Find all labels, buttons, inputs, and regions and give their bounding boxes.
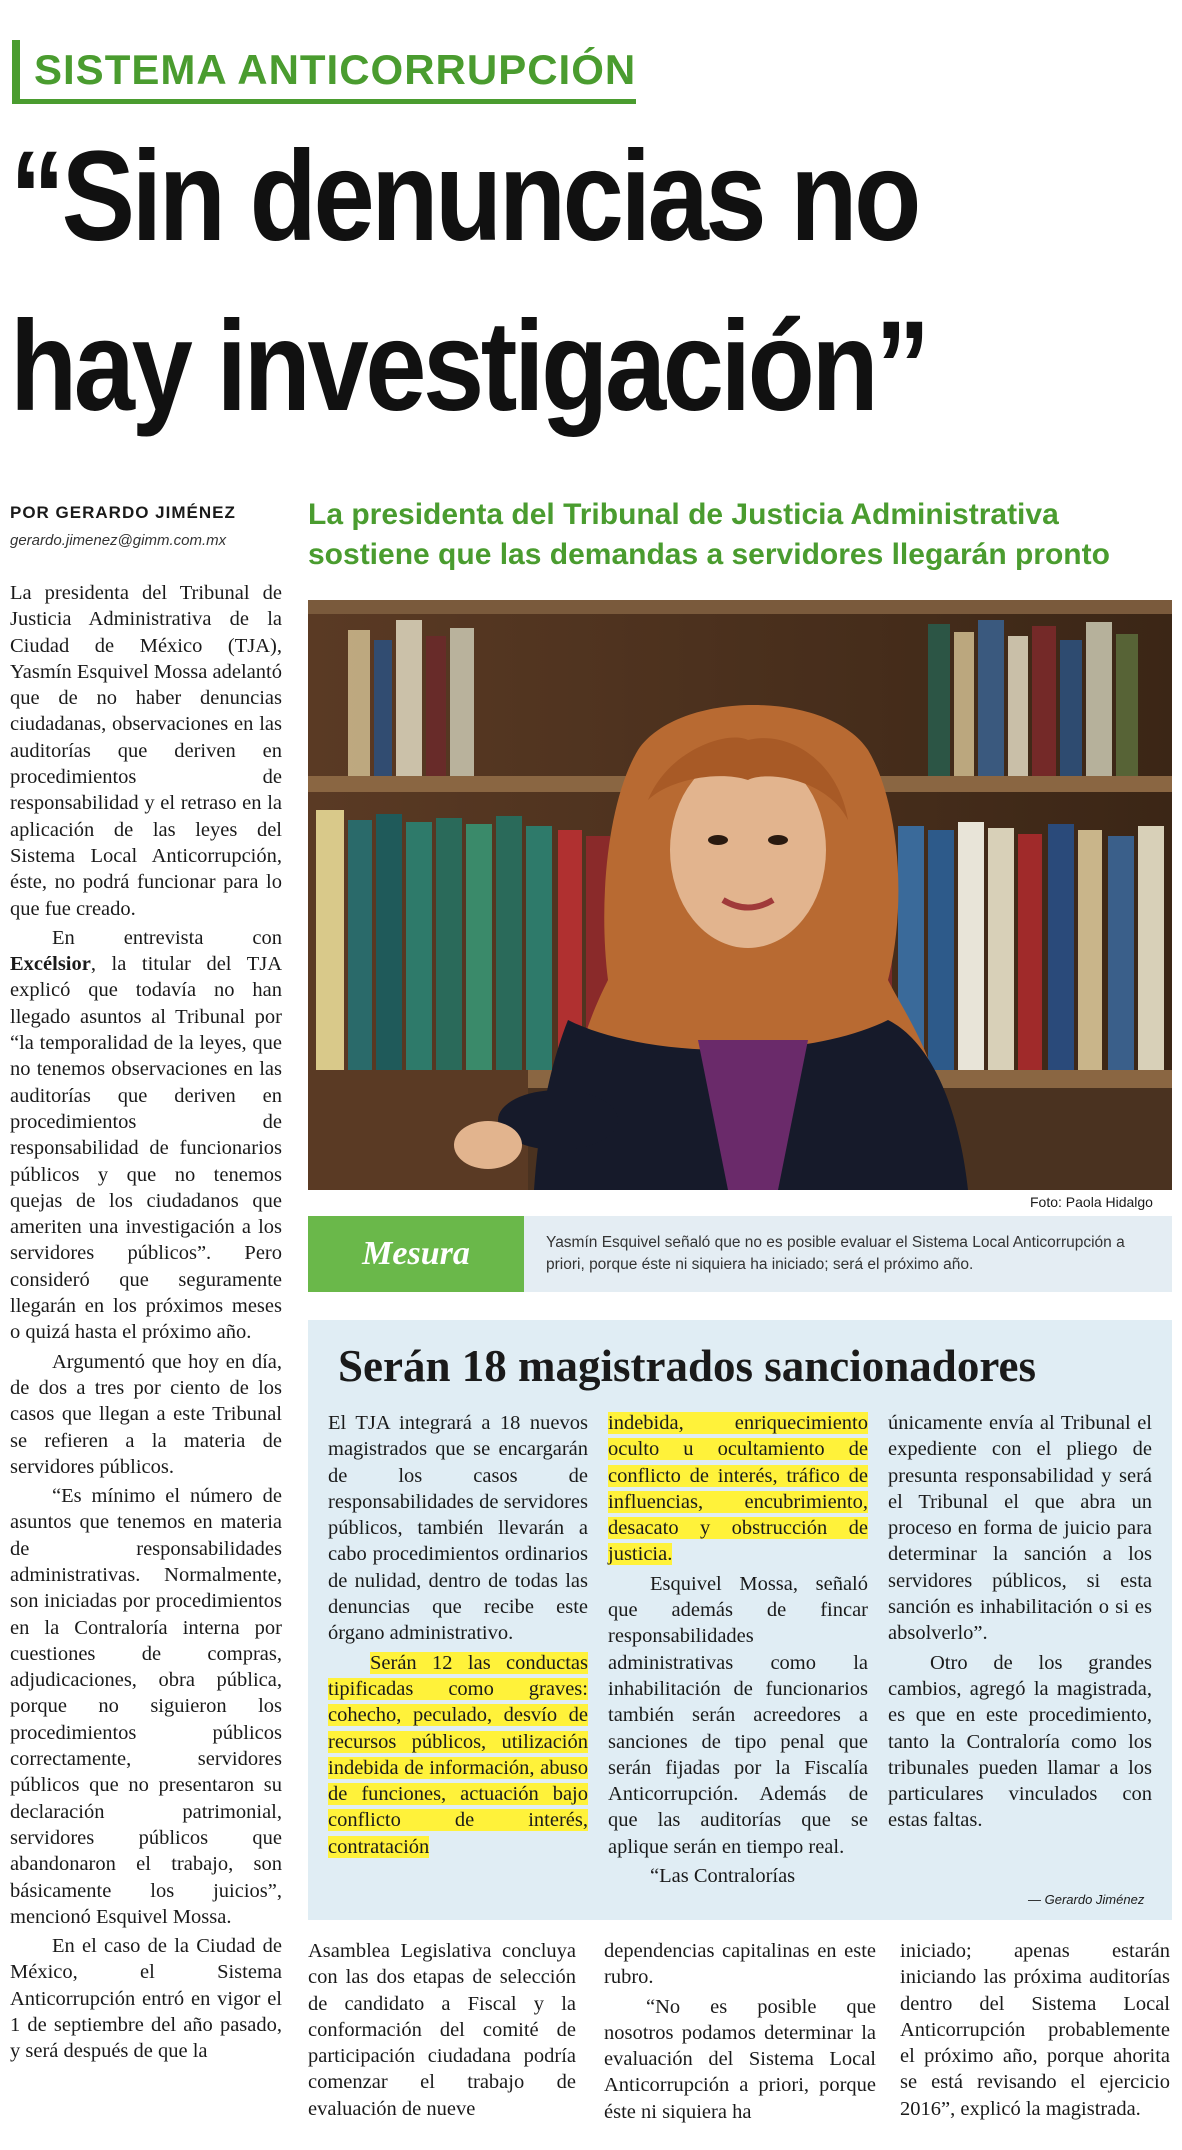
paragraph: “Las Contralorías	[650, 1865, 796, 1888]
photo-credit: Foto: Paola Hidalgo	[1030, 1194, 1153, 1210]
article-column-left	[10, 580, 282, 2068]
article-column-3	[604, 1938, 876, 2128]
subheadline	[308, 495, 1168, 575]
author-email: gerardo.jimenez@gimm.com.mx	[10, 532, 227, 549]
paragraph: “No es posible que nosotros podamos determinar la evaluación del Sistema Local Anticorrupción a priori, porque éste ni siquiera ha	[604, 1995, 876, 2123]
paragraph: Otro de los grandes cambios, agregó la magistrada, es que en este procedimiento, tanto la Contraloría como los tribunales pueden llamar a los particulares vinculados con estas faltas.	[888, 1651, 1152, 1832]
paragraph: únicamente envía al Tribunal el expediente con el pliego de presunta responsabilidad y será el Tribunal el que abra un proceso en forma de juicio para determinar la sanción a los servidores públicos, si esta sanción es inhabilitación o si es absolverlo”.	[888, 1412, 1152, 1645]
sidebar-column-3	[888, 1410, 1152, 1837]
subhead-line-1: La presidenta del Tribunal de Justicia Administrativa	[308, 498, 1059, 531]
paragraph: indebida, enriquecimiento oculto u ocultamiento de conflicto de interés, tráfico de influencias, encubrimiento, desacato y obstrucción de justicia.	[608, 1412, 868, 1566]
sidebar-box	[308, 1320, 1172, 1920]
section-tag	[12, 40, 636, 104]
photo-illustration	[308, 600, 1172, 1190]
paragraph: La presidenta del Tribunal de Justicia Administrativa de la Ciudad de México (TJA), Yasmín Esquivel Mossa adelantó que de no haber denuncias ciudadanas, observaciones en las auditorías que deriven en procedimientos de responsabilidad y el retraso en la aplicación de las leyes del Sistema Local Anticorrupción, éste, no podrá funcionar para lo que fue creado.	[10, 582, 282, 920]
mesura-text: Yasmín Esquivel señaló que no es posible evaluar el Sistema Local Anticorrupción a priori, porque éste ni siquiera ha iniciado; será el próximo año.	[546, 1234, 1125, 1273]
paragraph: Serán 12 las conductas tipificadas como graves: cohecho, peculado, desvío de recursos públicos, utilización indebida de información, abuso de funciones, actuación bajo conflicto de interés, contratación	[328, 1651, 588, 1858]
headline-line-2: hay investigación”	[10, 295, 927, 438]
mesura-label: Mesura	[308, 1216, 524, 1292]
paragraph: Asamblea Legislativa concluya con las dos etapas de selección de candidato a Fiscal y la conformación del comité de participación ciudadana podría comenzar el trabajo de evaluación de nueve	[308, 1940, 576, 2120]
sidebar-title: Serán 18 magistrados sancionadores	[338, 1341, 1036, 1391]
section-label: SISTEMA ANTICORRUPCIÓN	[34, 45, 637, 93]
paragraph: “Es mínimo el número de asuntos que tenemos en materia de responsabilidades administrativas. Normalmente, son iniciadas por procedimientos en la Contraloría interna por cuestiones de compras, adjudicaciones, obra pública, porque no siguieron los procedimientos públicos correctamente, servidores públicos que no presentaron su declaración patrimonial, servidores públicos que abandonaron el trabajo, son básicamente los juicios”, mencionó Esquivel Mossa.	[10, 1485, 282, 1928]
paragraph: El TJA integrará a 18 nuevos magistrados que se encargarán de los casos de responsabilidades de servidores públicos, también llevarán a cabo procedimientos ordinarios de nulidad, dentro de todas las denuncias que recibe este órgano administrativo.	[328, 1412, 588, 1645]
paragraph: En el caso de la Ciudad de México, el Sistema Anticorrupción entró en vigor el 1 de septiembre del año pasado, y será después de que la	[10, 1935, 282, 2063]
article-column-4	[900, 1938, 1170, 2125]
article-photo	[308, 600, 1172, 1190]
sidebar-signature: — Gerardo Jiménez	[1028, 1892, 1145, 1907]
byline: POR GERARDO JIMÉNEZ	[10, 503, 236, 522]
paragraph: dependencias capitalinas en este rubro.	[604, 1940, 876, 1989]
mesura-box	[308, 1216, 1172, 1292]
paragraph: Argumentó que hoy en día, de dos a tres por ciento de los casos que llegan a este Tribunal se refieren a la materia de servidores públicos.	[10, 1350, 282, 1478]
paragraph: Esquivel Mossa, señaló que además de fincar responsabilidades administrativas como la inhabilitación de funcionarios también serán acreedores a sanciones de tipo penal que serán fijadas por la Fiscalía Anticorrupción. Además de que las auditorías que se aplique serán en tiempo real.	[608, 1572, 868, 1858]
paragraph: En entrevista con Excélsior, la titular del TJA explicó que todavía no han llegado asuntos al Tribunal por “la temporalidad de la leyes, que no tenemos observaciones en las auditorías que deriven en procedimientos de responsabilidad de funcionarios públicos y que no tenemos quejas de los ciudadanos que ameriten una investigación a los servidores públicos”. Pero consideró que seguramente llegarán en los próximos meses o quizá hasta el próximo año.	[10, 926, 282, 1344]
paragraph: iniciado; apenas estarán iniciando las próxima auditorías dentro del Sistema Local Anticorrupción probablemente el próximo año, porque ahorita se está revisando el ejercicio 2016”, explicó la magistrada.	[900, 1940, 1170, 2120]
subhead-line-2: sostiene que las demandas a servidores llegarán pronto	[308, 538, 1110, 571]
headline-line-1: “Sin denuncias no	[10, 125, 918, 268]
article-column-2	[308, 1938, 576, 2125]
sidebar-column-2	[608, 1410, 868, 1892]
sidebar-column-1	[328, 1410, 588, 1863]
headline	[10, 112, 1162, 452]
